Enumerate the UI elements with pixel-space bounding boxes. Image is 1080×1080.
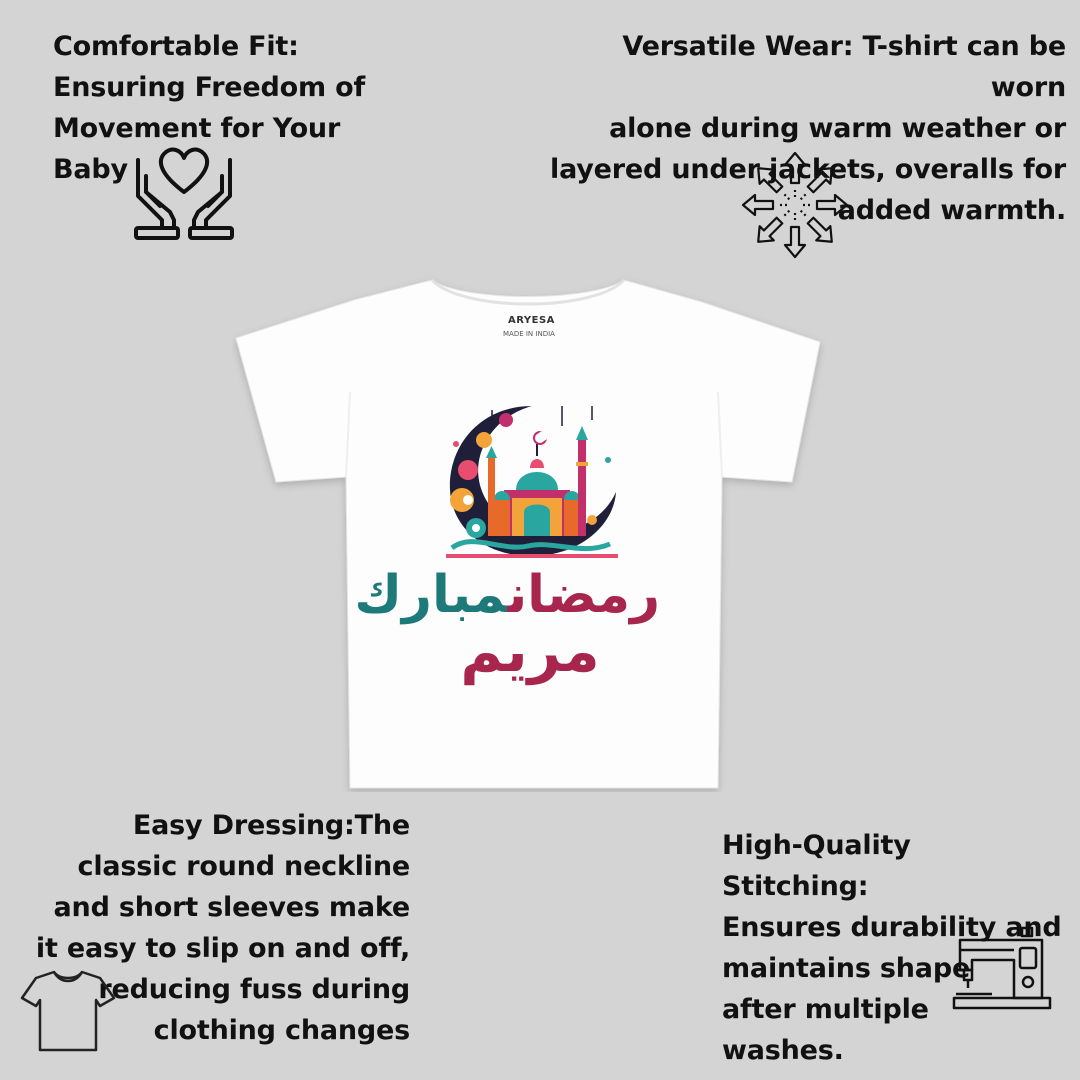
feature-comfortable-fit: Comfortable Fit: Ensuring Freedom of Movement for Your Baby [53,31,366,185]
shirt-tag-brand: ARYESA [508,315,555,326]
shirt-tag-origin: MADE IN INDIA [503,330,555,338]
feature-easy-dressing: Easy Dressing:The classic round neckline and short sleeves make it easy to slip on and off, reducing fuss during clothing changes [35,810,410,1046]
hands-heart-icon [130,140,238,242]
feature-high-quality-stitching: High-Quality Stitching: Ensures durability and maintains shape after multiple washes. [722,830,1062,1066]
tshirt-outline-icon [20,968,116,1054]
arabic-name: مريم [460,617,600,685]
mosque-crescent-artwork [432,400,624,562]
arabic-word-mubarak: مبارك [354,565,508,625]
arabic-word-ramadan: رمضان [507,565,660,625]
arrows-burst-icon [740,150,850,260]
sewing-machine-icon [952,926,1052,1014]
feature-versatile-wear: Versatile Wear: T-shirt can be worn alone during warm weather or layered under jackets, overalls for added warmth. [550,31,1066,226]
